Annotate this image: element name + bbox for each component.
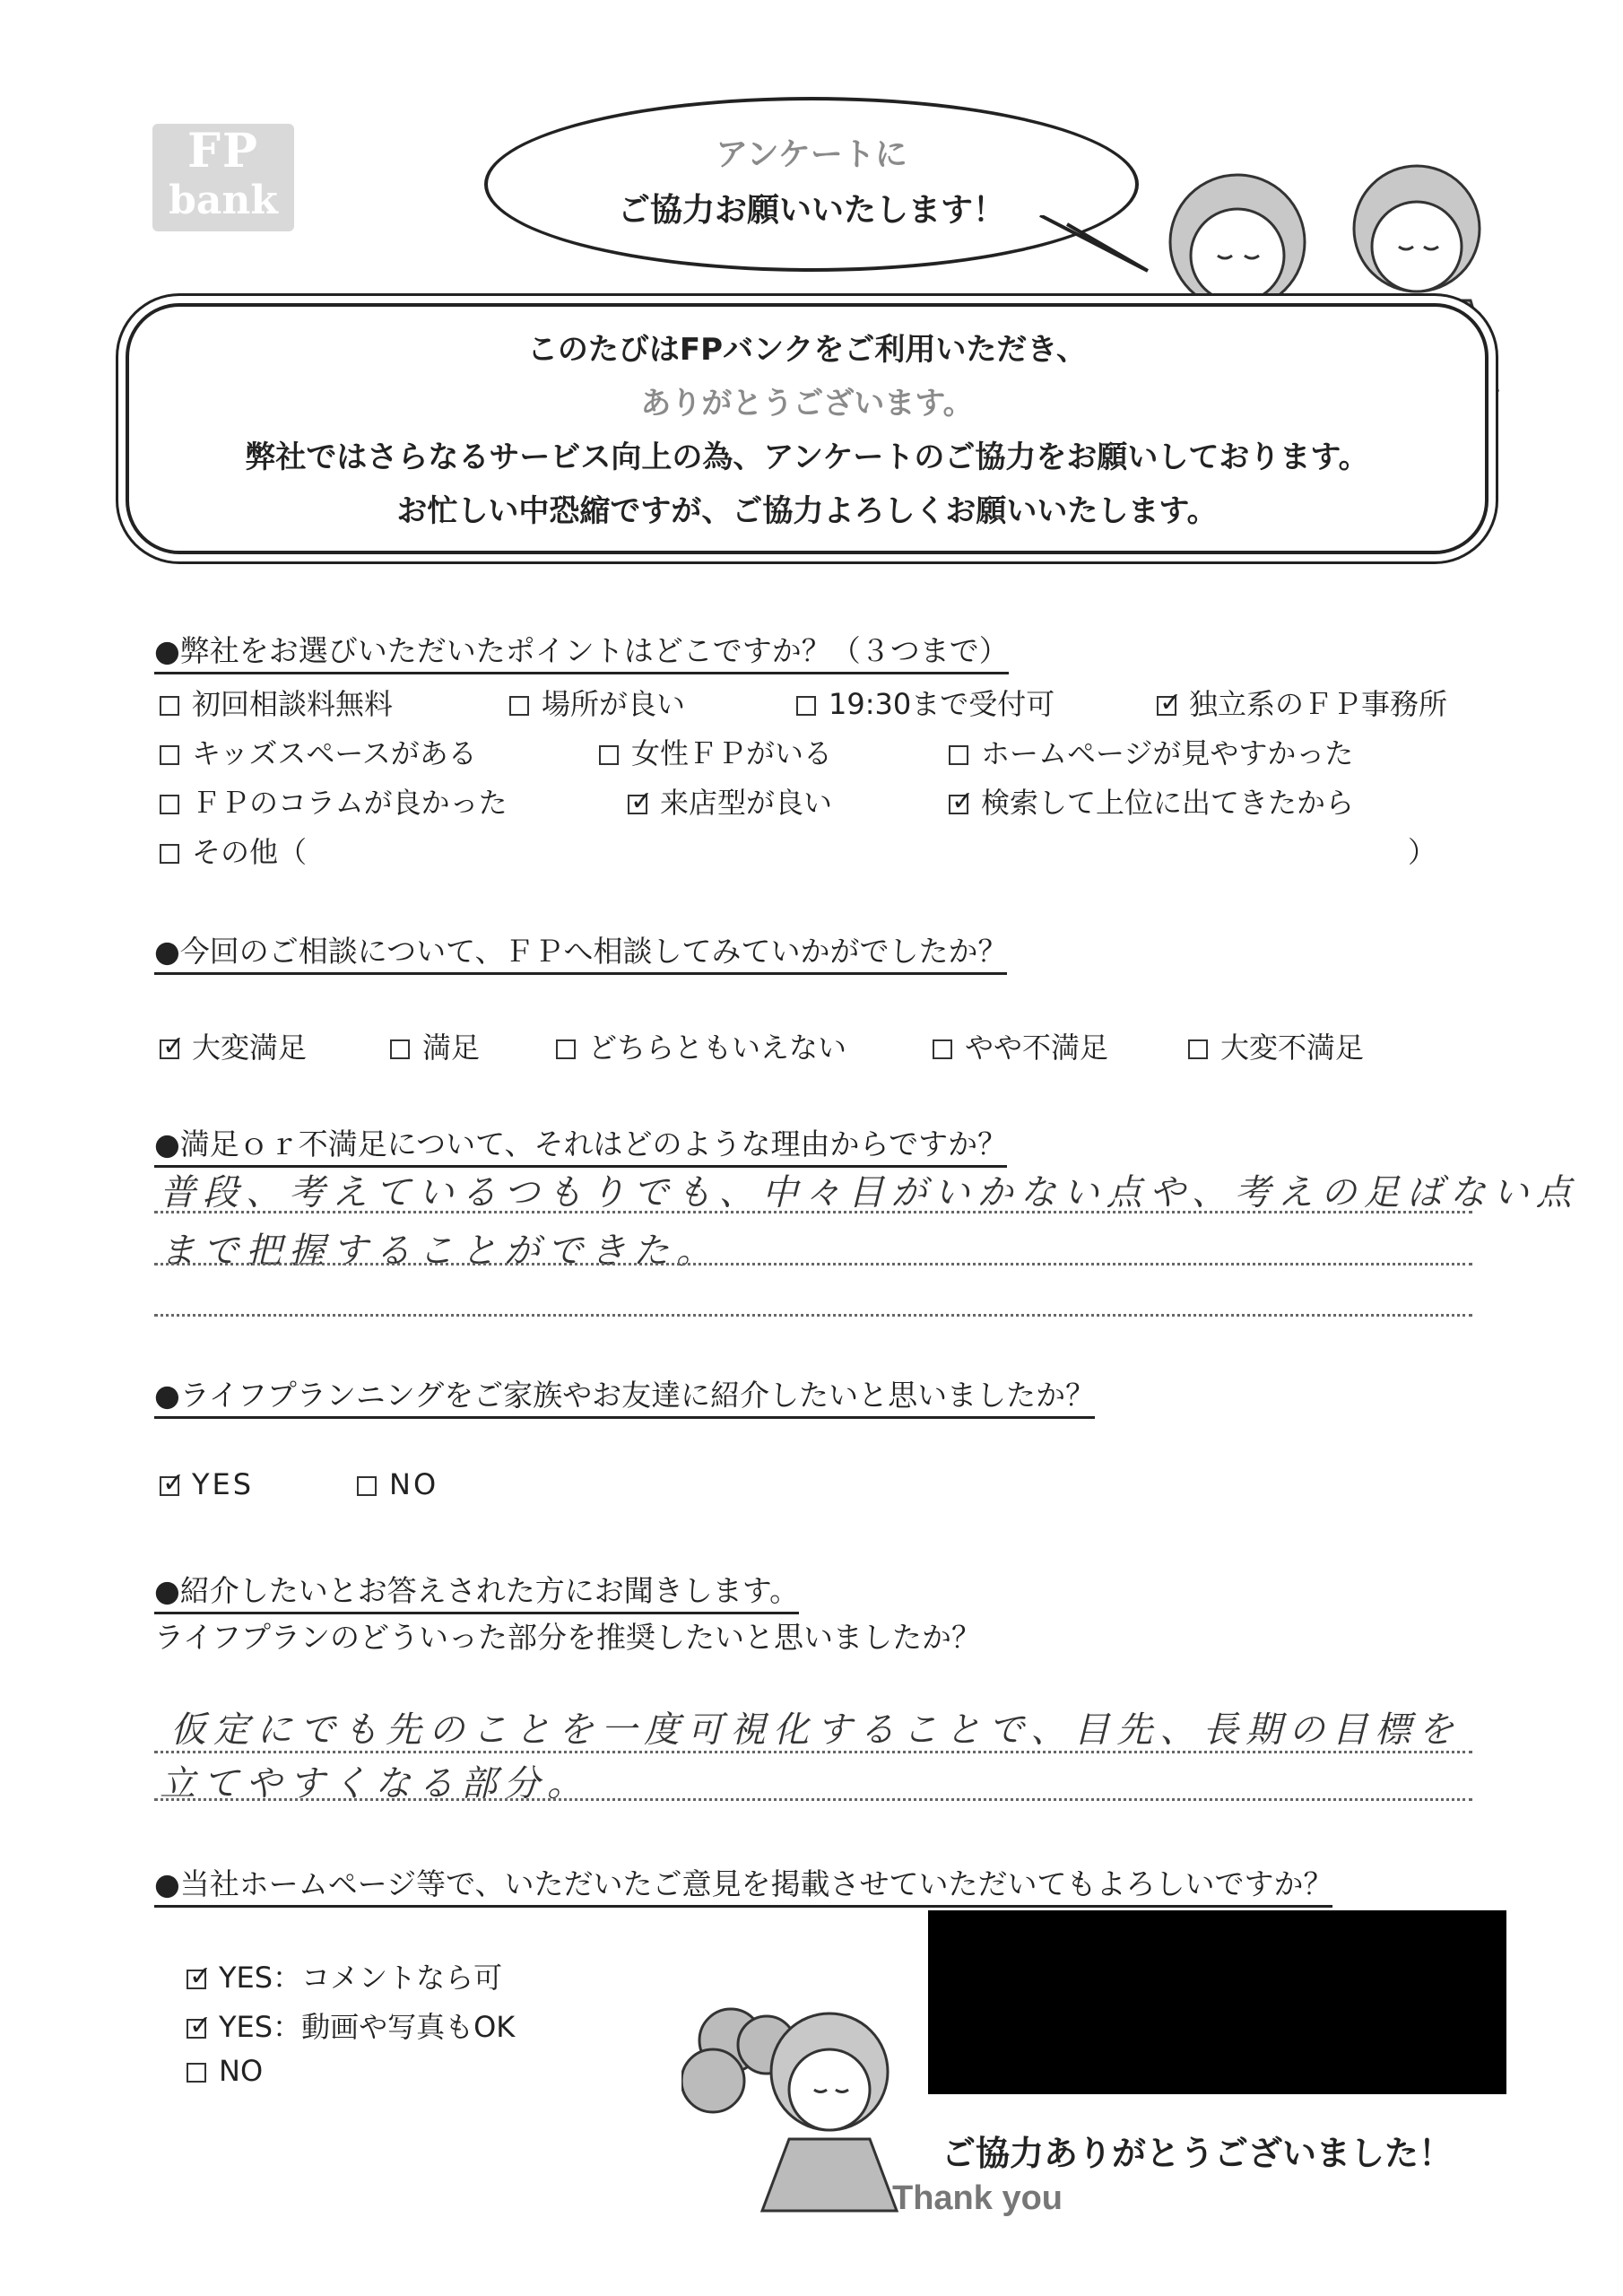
checkbox-checked[interactable] bbox=[1157, 696, 1176, 716]
q1-option[interactable]: キッズスペースがある bbox=[160, 731, 477, 772]
intro-line1: このたびはFPバンクをご利用いただき、 bbox=[526, 332, 1088, 368]
checkbox-checked[interactable] bbox=[949, 795, 968, 814]
checkbox[interactable] bbox=[160, 745, 179, 765]
checkbox[interactable] bbox=[160, 844, 179, 864]
answer-line bbox=[154, 1798, 1472, 1801]
checkbox-checked[interactable] bbox=[628, 795, 647, 814]
q1-option[interactable]: 女性ＦＰがいる bbox=[599, 731, 832, 772]
q2-option[interactable]: ✓大変満足 bbox=[160, 1025, 307, 1066]
q1-option[interactable]: ホームページが見やすかった bbox=[949, 731, 1353, 772]
q6-option[interactable]: ✓YES：コメントなら可 bbox=[187, 1955, 502, 1996]
checkbox[interactable] bbox=[1188, 1039, 1208, 1059]
redacted-block bbox=[928, 1910, 1506, 2094]
checkbox[interactable] bbox=[556, 1039, 576, 1059]
answer-line bbox=[154, 1211, 1472, 1213]
q2-option[interactable]: 大変不満足 bbox=[1188, 1025, 1364, 1066]
q3-handwritten-answer-line1: 普段、考えているつもりでも、中々目がいかない点や、考えの足ばない点 bbox=[160, 1172, 1579, 1213]
q5-title1: ●紹介したいとお答えされた方にお聞きします。 bbox=[154, 1568, 799, 1614]
q2-title: ●今回のご相談について、ＦＰへ相談してみていかがでしたか？ bbox=[154, 928, 1007, 975]
fp-bank-logo bbox=[152, 124, 294, 231]
answer-line bbox=[154, 1751, 1472, 1753]
q6-option[interactable]: NO bbox=[187, 2054, 263, 2088]
checkbox[interactable] bbox=[390, 1039, 410, 1059]
q1-option[interactable]: ✓ 来店型が良い bbox=[628, 780, 832, 822]
q2-option[interactable]: やや不満足 bbox=[933, 1025, 1108, 1066]
checkbox-checked[interactable] bbox=[160, 1476, 179, 1496]
intro-line3: 弊社ではさらなるサービス向上の為、アンケートのご協力をお願いしております。 bbox=[245, 439, 1369, 475]
checkbox-checked[interactable] bbox=[187, 1970, 206, 1989]
q4-title: ●ライフプランニングをご家族やお友達に紹介したいと思いましたか？ bbox=[154, 1372, 1095, 1419]
q1-option[interactable]: 19:30まで受付可 bbox=[796, 682, 1055, 723]
checkbox[interactable] bbox=[599, 745, 619, 765]
q1-title: ●弊社をお選びいただいたポイントはどこですか？（３つまで） bbox=[154, 628, 1009, 674]
q4-option-no[interactable]: NO bbox=[357, 1467, 438, 1501]
intro-message-box bbox=[126, 303, 1488, 554]
q6-title: ●当社ホームページ等で、いただいたご意見を掲載させていただいてもよろしいですか？ bbox=[154, 1861, 1332, 1908]
q3-title: ●満足ｏｒ不満足について、それはどのような理由からですか？ bbox=[154, 1121, 1007, 1168]
answer-line bbox=[154, 1314, 1472, 1317]
other-close-paren: ） bbox=[1408, 835, 1437, 869]
checkbox[interactable] bbox=[796, 696, 816, 716]
checkbox[interactable] bbox=[160, 696, 179, 716]
checkbox[interactable] bbox=[187, 2063, 206, 2083]
q5-handwritten-answer-line2: 立てやすくなる部分。 bbox=[160, 1763, 590, 1805]
answer-line bbox=[154, 1263, 1472, 1265]
thank-you-text: Thank you bbox=[892, 2179, 1063, 2217]
q5-title2: ライフプランのどういった部分を推奨したいと思いましたか？ bbox=[154, 1620, 982, 1655]
checkbox[interactable] bbox=[509, 696, 529, 716]
thanks-message: ご協力ありがとうございました！ bbox=[942, 2134, 1454, 2173]
intro-line4: お忙しい中恐縮ですが、ご協力よろしくお願いいたします。 bbox=[396, 493, 1218, 529]
q1-option[interactable]: ✓ 検索して上位に出てきたから bbox=[949, 780, 1354, 822]
bubble-tail bbox=[1031, 215, 1157, 278]
checkbox[interactable] bbox=[160, 795, 179, 814]
checkbox[interactable] bbox=[933, 1039, 952, 1059]
logo-line1: FP bbox=[187, 124, 260, 178]
q1-option[interactable]: 場所が良い bbox=[509, 682, 685, 723]
q5-handwritten-answer-line1: 仮定にでも先のことを一度可視化することで、目先、長期の目標を bbox=[170, 1709, 1462, 1751]
q2-option[interactable]: 満足 bbox=[390, 1025, 480, 1066]
q2-option[interactable]: どちらともいえない bbox=[556, 1025, 846, 1066]
checkbox[interactable] bbox=[949, 745, 968, 765]
checkbox-checked[interactable] bbox=[160, 1039, 179, 1059]
checkbox[interactable] bbox=[357, 1476, 377, 1496]
q3-handwritten-answer-line2: まで把握することができた。 bbox=[160, 1231, 719, 1272]
intro-line2: ありがとうございます。 bbox=[640, 386, 974, 422]
bubble-line1: アンケートに bbox=[716, 136, 907, 173]
q1-option[interactable]: ✓ 独立系のＦＰ事務所 bbox=[1157, 682, 1447, 723]
checkbox-checked[interactable] bbox=[187, 2019, 206, 2039]
q1-option[interactable]: 初回相談料無料 bbox=[160, 682, 393, 723]
q4-option-yes[interactable]: ✓YES bbox=[160, 1467, 254, 1501]
bubble-line2: ご協力お願いいたします！ bbox=[617, 192, 1005, 229]
q1-option[interactable]: ＦＰのコラムが良かった bbox=[160, 780, 508, 822]
q6-option[interactable]: ✓YES：動画や写真もOK bbox=[187, 2005, 515, 2046]
logo-line2: bank bbox=[169, 178, 278, 223]
q1-option-other[interactable]: その他（ bbox=[160, 830, 307, 871]
